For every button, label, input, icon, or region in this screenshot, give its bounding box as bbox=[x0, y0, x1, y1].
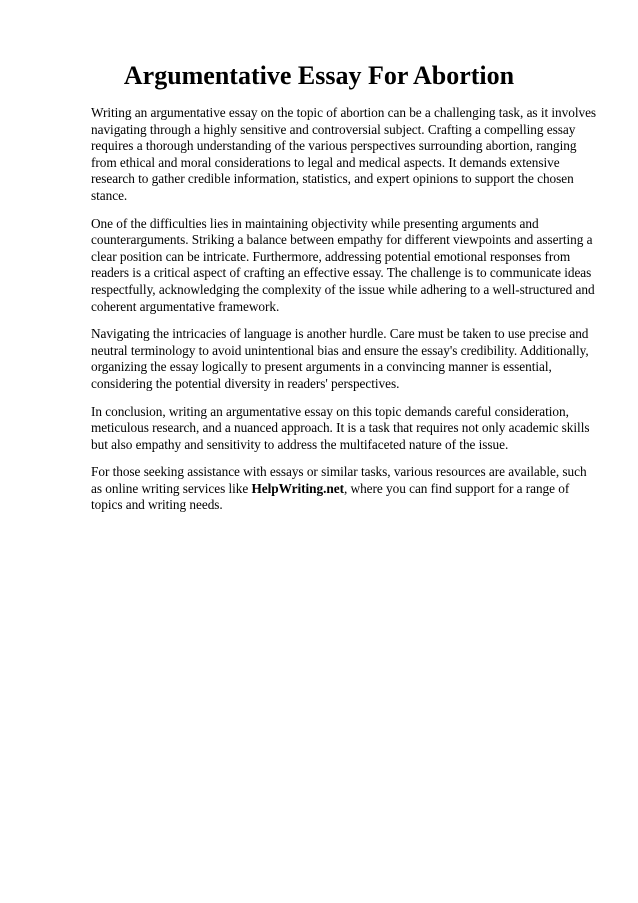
paragraph-conclusion: In conclusion, writing an argumentative essay on this topic demands careful consideration, meticulous research, and a nuanced approach. It is a task that requires not only academic skills but also empathy and sensitivity to address the multifaceted nature of the issue. bbox=[91, 403, 590, 452]
document-title: Argumentative Essay For Abortion bbox=[123, 61, 515, 90]
closing-text-before: For those seeking assistance with essays or similar tasks, various resources are available, such as online writing services like bbox=[91, 464, 587, 496]
closing-text-after: , where you can find support for a range of topics and writing needs. bbox=[91, 480, 570, 513]
paragraph-intro: Writing an argumentative essay on the topic of abortion can be a challenging task, as it involves navigating through a highly sensitive and controversial subject. Crafting a compelling essay requires a thorough understanding of the various perspectives surrounding abortion, ranging from ethical and moral considerations to legal and medical aspects. It demands extensive research to gather credible information, statistics, and expert opinions to support the chosen stance. bbox=[91, 105, 597, 203]
document-body bbox=[91, 105, 597, 525]
paragraph-difficulties: One of the difficulties lies in maintaining objectivity while presenting arguments and counterarguments. Striking a balance between empathy for different viewpoints and asserting a clear position can be intricate. Furthermore, addressing potential emotional responses from readers is a critical aspect of crafting an effective essay. The challenge is to communicate ideas respectfully, acknowledging the complexity of the issue while adhering to a well-structured and coherent argumentative framework. bbox=[91, 215, 595, 314]
paragraph-language: Navigating the intricacies of language is another hurdle. Care must be taken to use precise and neutral terminology to avoid unintentional bias and ensure the essay's credibility. Additionally, organizing the essay logically to present arguments in a convincing manner is essential, considering the potential diversity in readers' perspectives. bbox=[91, 326, 589, 391]
brand-name: HelpWriting.net bbox=[251, 480, 344, 496]
paragraph-closing bbox=[91, 464, 597, 514]
